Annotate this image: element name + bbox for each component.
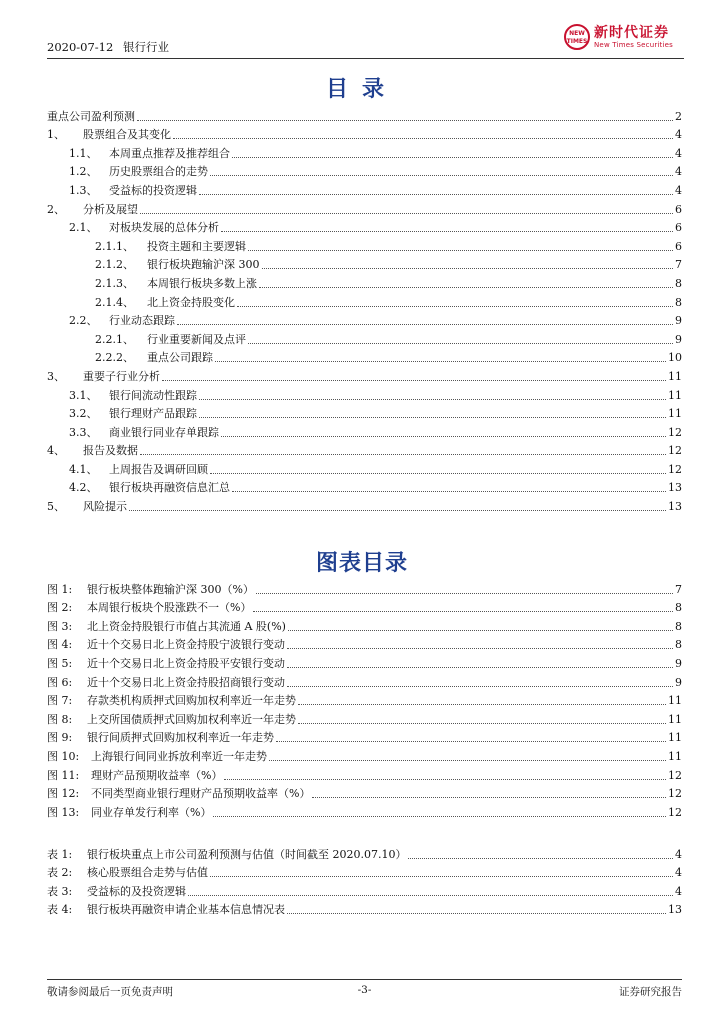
dot-leader [210,876,673,877]
toc-entry-page: 8 [675,276,682,290]
toc-entry-page: 4 [675,165,682,179]
toc-entry[interactable] [47,254,682,273]
figure-entry-number: 图 12: [47,787,80,801]
toc-entry-page: 2 [675,109,682,123]
table-entry[interactable] [47,899,682,918]
toc-entry-label: 上周报告及调研回顾 [109,462,208,476]
dot-leader [173,138,673,139]
figure-entry-page: 8 [675,619,682,633]
toc-entry-page: 9 [675,332,682,346]
figure-entry[interactable] [47,708,682,727]
figure-entry[interactable] [47,615,682,634]
toc-entry-label: 重点公司盈利预测 [47,109,135,123]
toc-entry-number: 4.2、 [69,481,98,495]
toc-entry-number: 1.3、 [69,183,98,197]
logo-mark-icon: NEW TIMES [564,24,590,50]
toc-entry-label: 银行间流动性跟踪 [109,388,197,402]
table-entry-label: 受益标的及投资逻辑 [87,884,186,898]
table-entry-page: 4 [675,884,682,898]
toc-entry-number: 2.1、 [69,221,98,235]
toc-entry-page: 13 [668,481,682,495]
dot-leader [269,760,666,761]
toc-entry[interactable] [47,477,682,496]
figure-entry[interactable] [47,578,682,597]
toc-entry-page: 6 [675,239,682,253]
figure-entry-number: 图 13: [47,805,80,819]
toc-entry[interactable] [47,217,682,236]
toc-entry-page: 12 [668,444,682,458]
table-entry[interactable] [47,843,682,862]
dot-leader [199,399,666,400]
toc-entry-number: 2.1.4、 [95,295,134,309]
toc-entry-page: 12 [668,425,682,439]
figure-entry-number: 图 2: [47,601,73,615]
toc-entry[interactable] [47,179,682,198]
figures-list [47,578,682,820]
toc-entry-number: 1.1、 [69,146,98,160]
figure-entry-label: 上交所国债质押式回购加权利率近一年走势 [87,712,296,726]
figure-entry-number: 图 1: [47,582,73,596]
toc-entry[interactable] [47,495,682,514]
dot-leader [237,306,673,307]
table-entry-number: 表 2: [47,866,73,880]
toc-entry-number: 2.1.3、 [95,276,134,290]
figure-entry[interactable] [47,671,682,690]
toc-entry-number: 1、 [47,128,65,142]
toc-entry-label: 本周重点推荐及推荐组合 [109,146,230,160]
figure-entry-number: 图 3: [47,619,73,633]
industry-label: 银行行业 [122,40,169,54]
toc-entry[interactable] [47,124,682,143]
toc-entry-page: 8 [675,295,682,309]
dot-leader [248,250,673,251]
figure-entry-page: 11 [668,731,682,745]
dot-leader [248,343,673,344]
toc-entry-page: 6 [675,221,682,235]
toc-entry-number: 3.3、 [69,425,98,439]
dot-leader [140,454,666,455]
toc-entry-label: 分析及展望 [83,202,138,216]
figure-entry-label: 不同类型商业银行理财产品预期收益率（%） [91,787,311,801]
toc-entry-page: 4 [675,128,682,142]
figure-entry[interactable] [47,690,682,709]
disclaimer-note: 敬请参阅最后一页免责声明 [47,986,173,998]
tables-list [47,843,682,917]
figures-title: 图表目录 [315,551,408,576]
toc-entry-number: 2.2.2、 [95,351,134,365]
toc-entry[interactable] [47,161,682,180]
page-header [47,18,684,59]
dot-leader [140,213,673,214]
dot-leader [224,779,666,780]
figure-entry-number: 图 7: [47,694,73,708]
toc-entry-label: 行业重要新闻及点评 [147,332,246,346]
toc-title: 目录 [325,77,398,102]
toc-entry[interactable] [47,347,682,366]
dot-leader [298,723,666,724]
dot-leader [256,593,673,594]
toc-entry[interactable] [47,458,682,477]
table-entry[interactable] [47,880,682,899]
dot-leader [210,175,673,176]
dot-leader [288,630,673,631]
toc-list [47,105,682,514]
figure-entry[interactable] [47,727,682,746]
toc-entry-label: 行业动态跟踪 [109,314,175,328]
dot-leader [287,686,673,687]
toc-entry-number: 3.2、 [69,407,98,421]
toc-entry-label: 银行理财产品跟踪 [109,407,197,421]
page-footer [47,979,682,998]
figure-entry-label: 近十个交易日北上资金持股招商银行变动 [87,675,285,689]
dot-leader [188,895,673,896]
toc-entry-page: 10 [668,351,682,365]
logo-chinese-name: 新时代证券 [594,25,669,41]
toc-entry-label: 重要子行业分析 [83,369,160,383]
figure-entry-number: 图 4: [47,638,73,652]
figure-entry-page: 9 [675,656,682,670]
table-entry-label: 银行板块再融资申请企业基本信息情况表 [87,903,285,917]
figure-entry[interactable] [47,634,682,653]
toc-entry[interactable] [47,384,682,403]
figure-entry[interactable] [47,652,682,671]
toc-entry-number: 2.1.2、 [95,258,134,272]
toc-entry-label: 本周银行板块多数上涨 [147,276,257,290]
table-entry[interactable] [47,862,682,881]
toc-entry-label: 北上资金持股变化 [147,295,235,309]
dot-leader [232,157,673,158]
figure-entry-number: 图 5: [47,656,73,670]
figure-entry[interactable] [47,764,682,783]
toc-entry[interactable] [47,235,682,254]
toc-entry-page: 11 [668,388,682,402]
toc-entry-label: 历史股票组合的走势 [109,165,208,179]
dot-leader [137,120,673,121]
toc-entry-number: 4、 [47,444,65,458]
report-type: 证券研究报告 [619,986,682,998]
toc-entry-page: 7 [675,258,682,272]
figure-entry-page: 7 [675,582,682,596]
toc-entry[interactable] [47,198,682,217]
table-entry-page: 13 [668,903,682,917]
figure-entry-number: 图 8: [47,712,73,726]
dot-leader [287,667,673,668]
figure-entry-page: 11 [668,694,682,708]
logo-english-name: New Times Securities [594,41,673,49]
dot-leader [221,436,666,437]
table-entry-number: 表 1: [47,847,73,861]
dot-leader [312,797,666,798]
figure-entry[interactable] [47,783,682,802]
figure-entry-page: 12 [668,805,682,819]
toc-entry[interactable] [47,403,682,422]
toc-entry-label: 受益标的投资逻辑 [109,183,197,197]
figure-entry-label: 上海银行间同业拆放利率近一年走势 [91,749,267,763]
figure-entry-label: 本周银行板块个股涨跌不一（%） [87,601,252,615]
figure-entry-label: 近十个交易日北上资金持股宁波银行变动 [87,638,285,652]
dot-leader [298,704,666,705]
dot-leader [408,858,673,859]
dot-leader [199,194,673,195]
toc-entry[interactable] [47,105,682,124]
figure-entry-label: 存款类机构质押式回购加权利率近一年走势 [87,694,296,708]
toc-entry-page: 13 [668,500,682,514]
dot-leader [210,473,666,474]
figure-entry-label: 北上资金持股银行市值占其流通 A 股(%) [87,619,286,633]
figure-entry-number: 图 9: [47,731,73,745]
dot-leader [259,287,673,288]
figure-entry-page: 12 [668,787,682,801]
figure-entry-label: 同业存单发行利率（%） [91,805,212,819]
header-left [47,39,175,55]
toc-entry-label: 报告及数据 [83,444,138,458]
toc-entry-label: 重点公司跟踪 [147,351,213,365]
figure-entry-number: 图 11: [47,768,80,782]
dot-leader [276,741,666,742]
figure-entry-label: 近十个交易日北上资金持股平安银行变动 [87,656,285,670]
company-logo [564,22,684,54]
figure-entry-page: 9 [675,675,682,689]
toc-entry-label: 银行板块再融资信息汇总 [109,481,230,495]
dot-leader [287,648,673,649]
dot-leader [287,913,666,914]
toc-entry-label: 股票组合及其变化 [83,128,171,142]
toc-entry-number: 2.2、 [69,314,98,328]
toc-entry-number: 1.2、 [69,165,98,179]
dot-leader [213,816,666,817]
table-entry-label: 核心股票组合走势与估值 [87,866,208,880]
toc-entry[interactable] [47,365,682,384]
table-entry-number: 表 4: [47,903,73,917]
figure-entry-label: 理财产品预期收益率（%） [91,768,223,782]
toc-entry[interactable] [47,272,682,291]
dot-leader [232,491,666,492]
figure-entry-page: 11 [668,749,682,763]
toc-entry-number: 3.1、 [69,388,98,402]
dot-leader [262,268,674,269]
toc-entry-label: 投资主题和主要逻辑 [147,239,246,253]
figure-entry-page: 8 [675,638,682,652]
dot-leader [199,417,666,418]
toc-entry[interactable] [47,291,682,310]
toc-entry-label: 风险提示 [83,500,127,514]
toc-entry[interactable] [47,440,682,459]
toc-entry-number: 2.2.1、 [95,332,134,346]
toc-entry-page: 4 [675,146,682,160]
toc-entry-number: 2、 [47,202,65,216]
figure-entry-label: 银行间质押式回购加权利率近一年走势 [87,731,274,745]
toc-entry-number: 5、 [47,500,65,514]
report-date: 2020-07-12 [47,40,114,54]
figure-entry-page: 11 [668,712,682,726]
toc-entry-page: 12 [668,462,682,476]
table-entry-label: 银行板块重点上市公司盈利预测与估值（时间截至 2020.07.10） [87,847,407,861]
toc-entry[interactable] [47,310,682,329]
figure-entry[interactable] [47,801,682,820]
toc-entry-page: 6 [675,202,682,216]
figure-entry-label: 银行板块整体跑输沪深 300（%） [87,582,254,596]
toc-entry-label: 对板块发展的总体分析 [109,221,219,235]
toc-entry-page: 11 [668,369,682,383]
toc-entry-page: 11 [668,407,682,421]
dot-leader [177,324,673,325]
toc-entry-number: 2.1.1、 [95,239,134,253]
figure-entry-page: 12 [668,768,682,782]
table-entry-page: 4 [675,847,682,861]
toc-entry-number: 4.1、 [69,462,98,476]
dot-leader [129,510,666,511]
dot-leader [215,361,666,362]
figure-entry[interactable] [47,597,682,616]
toc-entry-page: 9 [675,314,682,328]
dot-leader [221,231,673,232]
figure-entry-number: 图 10: [47,749,80,763]
page-number: -3- [357,984,372,996]
figure-entry[interactable] [47,745,682,764]
toc-entry-page: 4 [675,183,682,197]
toc-entry-label: 商业银行同业存单跟踪 [109,425,219,439]
dot-leader [253,611,673,612]
figure-entry-page: 8 [675,601,682,615]
toc-entry[interactable] [47,421,682,440]
toc-entry-label: 银行板块跑输沪深 300 [147,258,260,272]
toc-entry[interactable] [47,328,682,347]
toc-entry[interactable] [47,142,682,161]
figure-entry-number: 图 6: [47,675,73,689]
toc-entry-number: 3、 [47,369,65,383]
table-entry-page: 4 [675,866,682,880]
dot-leader [162,380,666,381]
table-entry-number: 表 3: [47,884,73,898]
